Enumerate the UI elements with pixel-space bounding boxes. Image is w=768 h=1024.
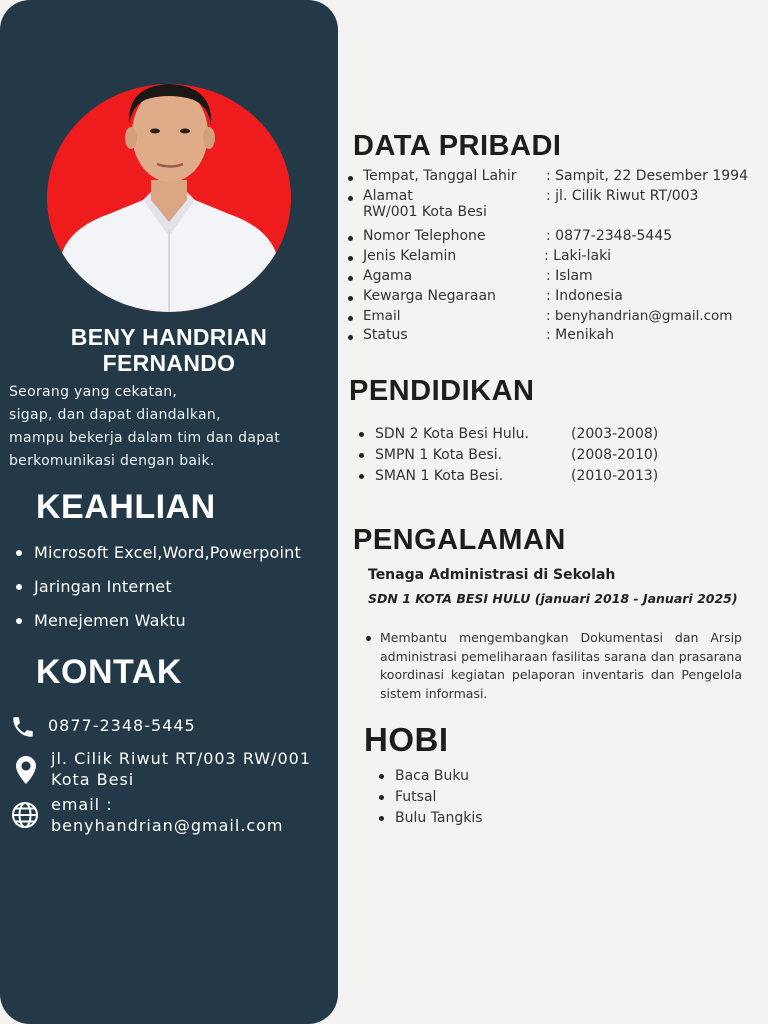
school-name: SDN 2 Kota Besi Hulu. bbox=[375, 426, 529, 442]
row-value: : Laki-laki bbox=[544, 248, 612, 264]
row-label: Nomor Telephone bbox=[363, 228, 486, 244]
hobby-item: Baca Buku bbox=[378, 766, 483, 787]
job-place: SDN 1 KOTA BESI HULU (januari 2018 - Januari 2025) bbox=[368, 591, 738, 606]
row-label: Tempat, Tanggal Lahir bbox=[363, 168, 517, 184]
row-value: : Indonesia bbox=[546, 288, 623, 304]
personal-row bbox=[347, 168, 767, 188]
contact-email bbox=[10, 794, 335, 836]
personal-row bbox=[347, 327, 767, 347]
row-value: : Menikah bbox=[546, 327, 614, 343]
row-value-continued: RW/001 Kota Besi bbox=[363, 204, 487, 220]
skills-heading: KEAHLIAN bbox=[36, 488, 216, 526]
address-text bbox=[51, 748, 311, 790]
job-description-list bbox=[364, 629, 742, 703]
email-address[interactable]: benyhandrian@gmail.com bbox=[51, 816, 284, 835]
email-text bbox=[51, 794, 284, 836]
bio-line: berkomunikasi dengan baik. bbox=[9, 453, 215, 469]
hobby-item: Bulu Tangkis bbox=[378, 808, 483, 829]
email-label: email : bbox=[51, 795, 113, 814]
name-line-1: BENY HANDRIAN bbox=[70, 324, 268, 350]
bio-line: mampu bekerja dalam tim dan dapat bbox=[9, 430, 281, 446]
personal-data-list bbox=[347, 168, 767, 347]
row-label: Jenis Kelamin bbox=[363, 248, 457, 264]
job-title: Tenaga Administrasi di Sekolah bbox=[368, 567, 616, 583]
school-years: (2010-2013) bbox=[571, 468, 659, 484]
phone-icon bbox=[10, 714, 36, 744]
education-item bbox=[358, 445, 658, 466]
hobby-item: Futsal bbox=[378, 787, 483, 808]
row-value: : Islam bbox=[546, 268, 593, 284]
school-years: (2003-2008) bbox=[571, 426, 659, 442]
personal-row bbox=[347, 308, 767, 327]
experience-heading: PENGALAMAN bbox=[353, 524, 566, 556]
education-item bbox=[358, 424, 658, 445]
row-label: Agama bbox=[363, 268, 413, 284]
school-name: SMAN 1 Kota Besi. bbox=[375, 468, 504, 484]
contact-heading: KONTAK bbox=[36, 653, 182, 691]
row-value: : Sampit, 22 Desember 1994 bbox=[546, 168, 748, 184]
personal-data-heading: DATA PRIBADI bbox=[353, 130, 562, 162]
contact-phone bbox=[10, 714, 335, 738]
globe-icon bbox=[11, 801, 39, 833]
education-heading: PENDIDIKAN bbox=[349, 375, 535, 407]
row-label: Alamat bbox=[363, 188, 413, 204]
education-list bbox=[358, 424, 658, 487]
skill-item: Menejemen Waktu bbox=[16, 608, 301, 642]
name-line-2: FERNANDO bbox=[102, 350, 236, 376]
personal-row bbox=[347, 188, 767, 228]
hobbies-list bbox=[378, 766, 483, 829]
skill-item: Microsoft Excel,Word,Powerpoint bbox=[16, 540, 301, 574]
skills-list bbox=[16, 540, 301, 642]
school-name: SMPN 1 Kota Besi. bbox=[375, 447, 503, 463]
contact-address bbox=[10, 748, 335, 790]
education-item bbox=[358, 466, 658, 487]
address-line-2: Kota Besi bbox=[51, 770, 135, 789]
location-pin-icon bbox=[16, 756, 36, 788]
personal-row bbox=[347, 248, 767, 268]
row-value: : 0877-2348-5445 bbox=[546, 228, 673, 244]
sidebar bbox=[0, 0, 338, 1024]
hobbies-heading: HOBI bbox=[364, 721, 449, 758]
row-value: : jl. Cilik Riwut RT/003 bbox=[546, 188, 699, 204]
bio-line: Seorang yang cekatan, bbox=[9, 384, 178, 400]
bio-line: sigap, dan dapat diandalkan, bbox=[9, 407, 221, 423]
full-name bbox=[0, 324, 338, 376]
school-years: (2008-2010) bbox=[571, 447, 659, 463]
job-description: Membantu mengembangkan Dokumentasi dan Arsip administrasi pemeliharaan fasilitas sarana dan prasarana koordinasi kegiatan pelaporan inventaris dan Pengelola sistem informasi. bbox=[364, 629, 742, 703]
profile-photo bbox=[47, 84, 291, 312]
personal-row bbox=[347, 228, 767, 248]
phone-text: 0877-2348-5445 bbox=[48, 716, 196, 735]
personal-row bbox=[347, 288, 767, 308]
personal-row bbox=[347, 268, 767, 288]
row-label: Status bbox=[363, 327, 408, 343]
bio bbox=[9, 381, 329, 473]
skill-item: Jaringan Internet bbox=[16, 574, 301, 608]
row-label: Email bbox=[363, 308, 401, 324]
row-value: : benyhandrian@gmail.com bbox=[546, 308, 733, 324]
row-label: Kewarga Negaraan bbox=[363, 288, 496, 304]
address-line-1: jl. Cilik Riwut RT/003 RW/001 bbox=[51, 749, 312, 768]
